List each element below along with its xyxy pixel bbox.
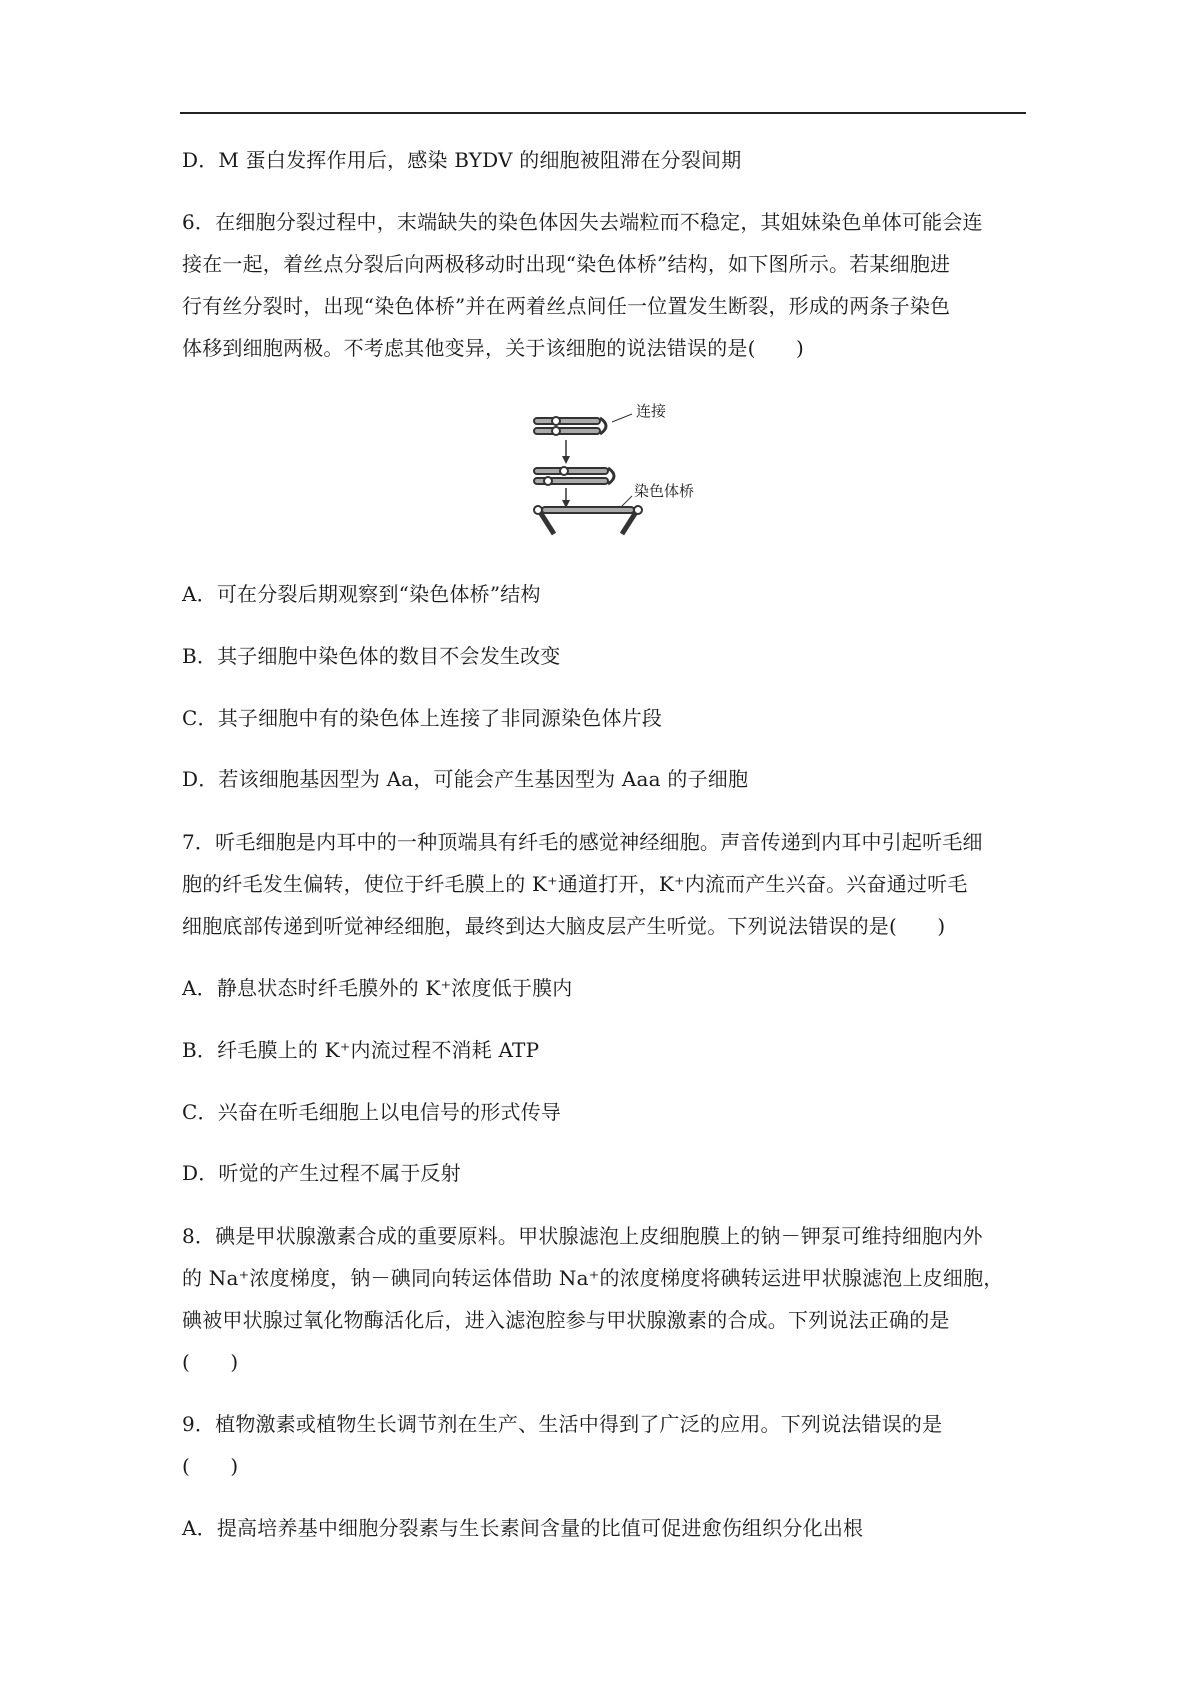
q8-stem-line-4: ( ) (182, 1350, 239, 1374)
q8-stem-line-2: 的 Na⁺浓度梯度，钠－碘同向转运体借助 Na⁺的浓度梯度将碘转运进甲状腺滤泡上皮细胞， (182, 1266, 1004, 1290)
q7-option-d: D．听觉的产生过程不属于反射 (182, 1161, 461, 1185)
chromosome-bridge-diagram (520, 408, 710, 544)
q5-option-d: D．M 蛋白发挥作用后，感染 BYDV 的细胞被阻滞在分裂间期 (182, 148, 742, 172)
q7-stem-line-3: 细胞底部传递到听觉神经细胞，最终到达大脑皮层产生听觉。下列说法错误的是( ) (182, 914, 946, 938)
separating-chromatids (534, 467, 614, 485)
q8-stem-line-3: 碘被甲状腺过氧化物酶活化后，进入滤泡腔参与甲状腺激素的合成。下列说法正确的是 (182, 1308, 950, 1332)
joined-chromatids (534, 417, 606, 435)
q6-stem-line-1: 6．在细胞分裂过程中，末端缺失的染色体因失去端粒而不稳定，其姐妹染色单体可能会连 (182, 210, 983, 234)
q9-stem-line-2: ( ) (182, 1454, 239, 1478)
q8-stem-line-1: 8．碘是甲状腺激素合成的重要原料。甲状腺滤泡上皮细胞膜上的钠－钾泵可维持细胞内外 (182, 1224, 983, 1248)
q7-option-a: A．静息状态时纤毛膜外的 K⁺浓度低于膜内 (182, 976, 573, 1000)
q7-stem-line-2: 胞的纤毛发生偏转，使位于纤毛膜上的 K⁺通道打开，K⁺内流而产生兴奋。兴奋通过听毛 (182, 872, 968, 896)
q9-stem-line-1: 9．植物激素或植物生长调节剂在生产、生活中得到了广泛的应用。下列说法错误的是 (182, 1412, 943, 1436)
q7-option-c: C．兴奋在听毛细胞上以电信号的形式传导 (182, 1100, 562, 1124)
chromosome-bridge-figure (520, 402, 710, 544)
q6-option-c: C．其子细胞中有的染色体上连接了非同源染色体片段 (182, 706, 663, 730)
q6-option-a: A．可在分裂后期观察到“染色体桥”结构 (182, 582, 541, 606)
label-bridge: 染色体桥 (634, 482, 695, 500)
q6-stem-line-3: 行有丝分裂时，出现“染色体桥”并在两着丝点间任一位置发生断裂，形成的两条子染色 (182, 294, 951, 318)
q6-option-b: B．其子细胞中染色体的数目不会发生改变 (182, 644, 561, 668)
label-join: 连接 (636, 402, 667, 420)
q7-option-b: B．纤毛膜上的 K⁺内流过程不消耗 ATP (182, 1038, 540, 1062)
chromosome-bridge (534, 506, 642, 534)
q7-stem-line-1: 7．听毛细胞是内耳中的一种顶端具有纤毛的感觉神经细胞。声音传递到内耳中引起听毛细 (182, 830, 983, 854)
q9-option-a: A．提高培养基中细胞分裂素与生长素间含量的比值可促进愈伤组织分化出根 (182, 1516, 864, 1540)
q6-stem-line-4: 体移到细胞两极。不考虑其他变异，关于该细胞的说法错误的是( ) (182, 336, 805, 360)
q6-stem-line-2: 接在一起，着丝点分裂后向两极移动时出现“染色体桥”结构，如下图所示。若某细胞进 (182, 252, 951, 276)
q6-option-d: D．若该细胞基因型为 Aa，可能会产生基因型为 Aaa 的子细胞 (182, 767, 749, 791)
header-rule (180, 112, 1026, 114)
pointer-line-top (612, 414, 632, 422)
